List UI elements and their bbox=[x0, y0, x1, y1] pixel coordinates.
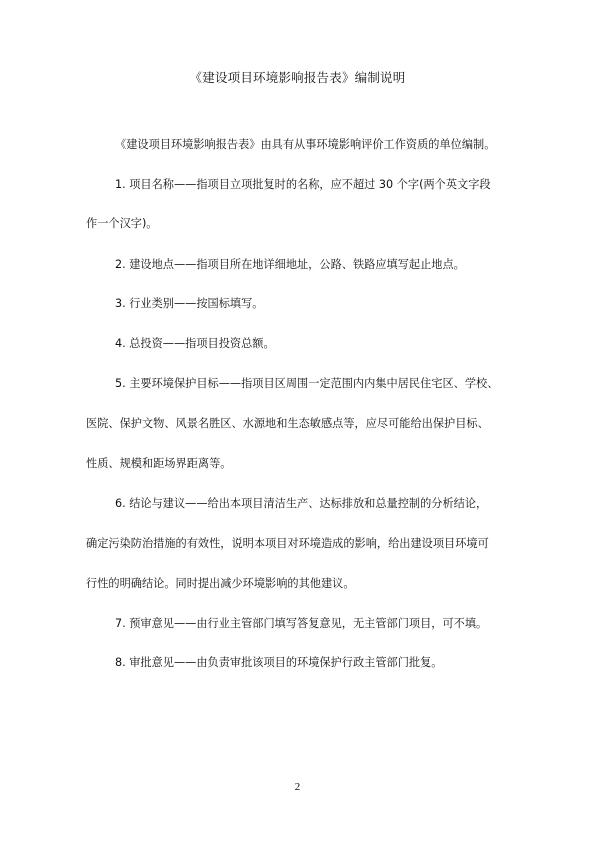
item-5-line-1: 5. 主要环境保护目标——指项目区周围一定范围内内集中居民住宅区、学校、 bbox=[115, 377, 499, 390]
item-6-line-3: 行性的明确结论。同时提出减少环境影响的其他建议。 bbox=[86, 577, 355, 590]
item-3-line-1: 3. 行业类别——按国标填写。 bbox=[115, 297, 264, 310]
item-2-line-1: 2. 建设地点——指项目所在地详细地址，公路、铁路应填写起止地点。 bbox=[115, 258, 465, 271]
item-6-line-2: 确定污染防治措施的有效性，说明本项目对环境造成的影响，给出建设项目环境可 bbox=[86, 537, 489, 550]
document-title: 《建设项目环境影响报告表》编制说明 bbox=[189, 70, 406, 85]
item-5-line-3: 性质、规模和距场界距离等。 bbox=[86, 457, 232, 470]
item-1-line-2: 作一个汉字)。 bbox=[86, 217, 158, 230]
item-7-line-1: 7. 预审意见——由行业主管部门填写答复意见，无主管部门项目，可不填。 bbox=[115, 617, 488, 630]
item-6-line-1: 6. 结论与建议——给出本项目清洁生产、达标排放和总量控制的分析结论， bbox=[115, 497, 488, 510]
item-5-line-2: 医院、保护文物、风景名胜区、水源地和生态敏感点等，应尽可能给出保护目标、 bbox=[86, 417, 489, 430]
item-4-line-1: 4. 总投资——指项目投资总额。 bbox=[115, 337, 275, 350]
item-1-line-1: 1. 项目名称——指项目立项批复时的名称，应不超过 30 个字(两个英文字段 bbox=[115, 178, 491, 191]
page-number: 2 bbox=[294, 781, 301, 793]
intro-paragraph: 《建设项目环境影响报告表》由具有从事环境影响评价工作资质的单位编制。 bbox=[115, 138, 496, 151]
item-8-line-1: 8. 审批意见——由负责审批该项目的环境保护行政主管部门批复。 bbox=[115, 656, 443, 669]
